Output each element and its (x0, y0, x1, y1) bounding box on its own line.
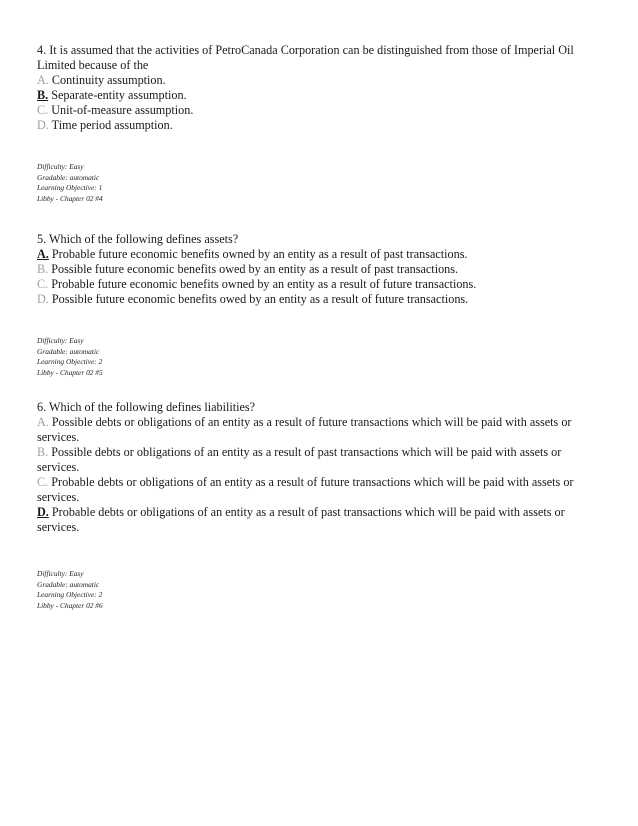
option-text: Possible debts or obligations of an entity as a result of past transactions which will be paid with assets or services. (37, 445, 562, 474)
option-letter: C. (37, 103, 49, 117)
option-b (37, 445, 597, 475)
reference-label: Libby - Chapter 02 #5 (37, 367, 103, 377)
option-letter-correct: D. (37, 505, 49, 519)
option-b (37, 88, 597, 103)
option-b (37, 262, 597, 277)
learning-objective-label: Learning Objective: 2 (37, 357, 103, 366)
option-d (37, 505, 597, 535)
option-letter: C. (37, 277, 49, 291)
option-c (37, 475, 597, 505)
option-text: Possible future economic benefits owed by an entity as a result of past transactions. (48, 262, 459, 276)
option-text: Unit-of-measure assumption. (48, 103, 194, 117)
option-a (37, 247, 597, 262)
option-text: Possible debts or obligations of an entity as a result of future transactions which will be paid with assets or services. (37, 415, 572, 444)
question-6 (37, 400, 597, 535)
option-text: Time period assumption. (48, 118, 173, 132)
option-d (37, 118, 597, 133)
difficulty-label: Difficulty: Easy (37, 569, 84, 578)
option-letter: D. (37, 118, 49, 132)
option-text: Probable debts or obligations of an entity as a result of future transactions which will be paid with assets or services. (37, 475, 574, 504)
option-d (37, 292, 597, 307)
option-text: Separate-entity assumption. (48, 88, 187, 102)
option-letter: B. (37, 445, 49, 459)
option-letter-correct: A. (37, 247, 49, 261)
gradable-label: Gradable: automatic (37, 172, 100, 182)
option-a (37, 415, 597, 445)
option-letter-correct: B. (37, 88, 49, 102)
difficulty-label: Difficulty: Easy (37, 162, 84, 171)
reference-label: Libby - Chapter 02 #4 (37, 193, 103, 203)
question-5-metadata (37, 336, 337, 378)
question-stem: 4. It is assumed that the activities of PetroCanada Corporation can be distinguished from those of Imperial Oil Limited because of the (37, 43, 574, 72)
option-c (37, 277, 597, 292)
option-text: Probable debts or obligations of an entity as a result of past transactions which will be paid with assets or services. (37, 505, 565, 534)
difficulty-label: Difficulty: Easy (37, 336, 84, 345)
option-c (37, 103, 597, 118)
question-6-metadata (37, 569, 337, 611)
reference-label: Libby - Chapter 02 #6 (37, 600, 103, 610)
learning-objective-label: Learning Objective: 1 (37, 183, 103, 192)
option-letter: A. (37, 415, 49, 429)
option-text: Possible future economic benefits owed by an entity as a result of future transactions. (48, 292, 469, 306)
option-text: Probable future economic benefits owned by an entity as a result of future transactions. (48, 277, 477, 291)
question-4 (37, 43, 597, 133)
question-5 (37, 232, 597, 307)
option-text: Continuity assumption. (48, 73, 166, 87)
option-letter: A. (37, 73, 49, 87)
learning-objective-label: Learning Objective: 2 (37, 590, 103, 599)
question-stem: 5. Which of the following defines assets? (37, 232, 239, 246)
question-4-metadata (37, 162, 337, 204)
option-a (37, 73, 597, 88)
option-letter: D. (37, 292, 49, 306)
option-letter: B. (37, 262, 49, 276)
gradable-label: Gradable: automatic (37, 346, 100, 356)
option-text: Probable future economic benefits owned by an entity as a result of past transactions. (48, 247, 468, 261)
option-letter: C. (37, 475, 49, 489)
gradable-label: Gradable: automatic (37, 579, 100, 589)
question-stem: 6. Which of the following defines liabilities? (37, 400, 256, 414)
